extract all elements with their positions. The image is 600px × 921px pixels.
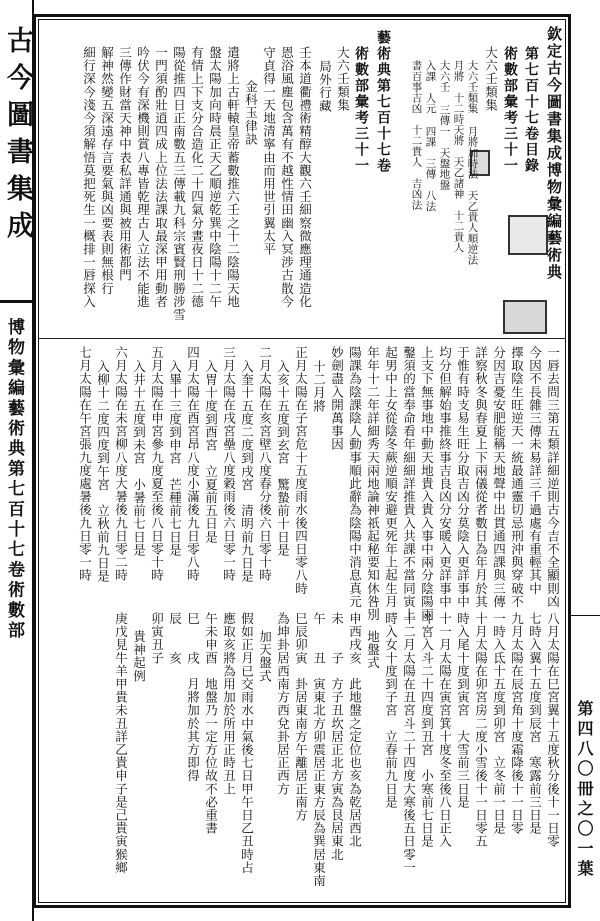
text-line: 申西戌亥 此地盤之定位也亥為乾居西北 <box>347 612 363 848</box>
text-line: 入井十五度到未宮 小暑前七日是 <box>131 360 147 557</box>
poem-line: 恩浴風塵包含萬有不越性情田幽入冥涉古散今 <box>279 46 295 308</box>
text-line: 九月太陽在辰宮角十度霜降後十一日零 <box>509 612 525 835</box>
text-line: 七月太陽在午宮張九度處暑後九日零一時 <box>77 346 93 582</box>
text-line: 七時入翼十五度到辰宮 寒露前三日是 <box>527 612 543 835</box>
text-line: 六月太陽在未宮柳八度大暑後九日零二時 <box>113 346 129 582</box>
poem-line: 壬本道衢禮術精醇大觀六壬細察微應理通造化 <box>297 46 313 308</box>
text-line: 鑿須的當奉命看年細細詳推貴入共課不當同寅上 <box>401 346 417 622</box>
edge-title-block <box>2 22 32 312</box>
imperial-seal-lower <box>503 300 547 334</box>
text-line: 時入女十度到子宮 立春前九日是 <box>383 612 399 809</box>
poem-heading: 金科玉律訣 <box>243 80 259 146</box>
bu-kao-title: 術數部彙考三十一 <box>502 46 518 174</box>
text-line: 上支下無事地中動天地貴入貴入事中兩分陰陽兩 <box>419 346 435 622</box>
text-line: 三月太陽在戌宮壘八度穀雨後六日零一時 <box>221 346 237 582</box>
section-heading: 貴神起例 <box>131 630 147 683</box>
text-line: 于惟有時支易生旺分取吉凶分莫陰入更詳事中 <box>455 346 471 608</box>
text-line: 四月太陽在酉宮昂八度小滿後九日零八時 <box>185 346 201 582</box>
text-line: 十二月太陽在丑宮斗二十四度大寒後五日零一 <box>401 612 417 874</box>
poem-line: 陽從推四日正南數五三傳載九科宗賓賢刑勝涉雪 <box>171 46 187 322</box>
juan-title: 藝術典第七百十七卷 <box>375 30 391 174</box>
poem-line: 細行深今淺今須解悟莫把死生一概排一唇探入 <box>81 46 97 308</box>
text-line: 午未申酉 地盤乃一定方位故不必重書 <box>203 612 219 835</box>
edge-spine-text: 博物彙編藝術典第七百十七卷術數部 <box>4 318 24 642</box>
section-heading: 十二月將 <box>311 360 327 413</box>
text-line: 今因不長雜三傳未易詳三千過處有重輕其中 <box>527 346 543 595</box>
text-line: 假如正月已交雨水中氣後七日甲午日乙丑時占 <box>239 612 255 874</box>
poem-line: 一門須酌壯逍四成上位法法課取最深甲用動者 <box>153 46 169 308</box>
text-line: 陽課為陰課陰人動事順此辭為陰陽中消息真元 <box>347 346 363 608</box>
juan-toc-title: 第七百十七卷目錄 <box>523 46 539 174</box>
poem-line: 遣將上古軒轅皇帝蓄數推六壬之十二陰陽天地 <box>225 46 241 308</box>
text-line: 五月太陽在申宮參九度夏至後八日零十時 <box>149 346 165 582</box>
book-edge <box>0 0 34 921</box>
text-line: 年年十二年詳細秀天兩地論神祇起秘要知休咎別 <box>365 346 381 622</box>
section-title: 大六壬類集 <box>335 46 351 112</box>
text-line: 擇取陰生旺逆天一統最通靈切忌刑沖與穿破不 <box>509 346 525 608</box>
text-line: 巳 戌 月將加於其方即得 <box>185 612 201 783</box>
section-heading: 地盤式 <box>365 630 381 670</box>
text-line: 妙劍盡入開萬事因 <box>329 346 345 451</box>
toc-line: 月將 十二時天將 天乙諸神 十二貴人 <box>452 60 465 253</box>
text-line: 十月太陽在卯宮房二度小雪後十一日零五 <box>473 612 489 848</box>
text-line: 巳辰卯寅 卦居東南方午離居正南方 <box>293 612 309 822</box>
text-line: 詳察秋冬與春夏上下兩儀從者數日為年月於其 <box>473 346 489 608</box>
text-line: 入奎十五度二度到戌宮 清明前九日是 <box>239 360 255 583</box>
text-line: 未 子 方子丑坎居正北方寅為艮居東北 <box>329 612 345 861</box>
bu-title: 術數部彙考三十一 <box>353 46 369 174</box>
text-line: 入柳十二度四度到午宮 立秋前九日是 <box>95 360 111 583</box>
poem-line: 盤太陽加向時晨正天乙順逆乾巽中陰陽十二午 <box>207 46 223 308</box>
toc-line: 入課 人元 四課 三傳 八法 <box>424 60 437 212</box>
edge-title: 古今圖書集成 <box>2 26 33 248</box>
text-line: 正月太陽在子宮危十五度雨水後四日零八時 <box>293 346 309 595</box>
text-line: 斗宮入斗二十四度到丑宮 小寒前七日是 <box>419 612 435 848</box>
poem-line: 三傳作財當天神中表私詳通與被用術都門 <box>117 46 133 282</box>
text-line: 應取亥將為用加於所用正時丑上 <box>221 612 237 796</box>
poem-line: 吟伏今有深機則賞八專皆乾理古人立法不能進 <box>135 46 151 308</box>
text-line: 入胃十度到酉宮 立夏前五日是 <box>203 360 219 544</box>
imperial-seal-upper <box>508 215 548 255</box>
edge-divider <box>0 300 32 303</box>
header-title: 欽定古今圖書集成博物彙編藝術典 <box>545 26 563 281</box>
text-line: 起男中上女從陰冬蕨逆順安避更死年上起生月一 <box>383 346 399 622</box>
text-line: 均分但解始事推終事吉良凶分安暖入更詳事中 <box>437 346 453 608</box>
text-line: 庚戊見牛羊甲貴未丑詳乙貴申子是己貴寅猴鄉 <box>113 612 129 874</box>
text-line: 入畢十三度到申宮 芒種前七日是 <box>167 360 183 557</box>
section-heading: 加天盤式 <box>257 630 273 683</box>
text-line: 二月太陽在亥宮壁八度春分後六日零十時 <box>257 346 273 582</box>
text-line: 為坤卦居西南方西兌卦居正西方 <box>275 612 291 796</box>
text-line: 十一月太陽在寅宮箕十度冬至後八日正入 <box>437 612 453 848</box>
text-line: 分因吉憂安肥能稱天地聲中出貫通四課與三傳 <box>491 346 507 608</box>
text-line: 一唇去問三第五類詳細逆則古今吉不全顯則凶 <box>545 346 561 608</box>
text-line: 時入尾十度到寅宮 大雪前三日是 <box>455 612 471 809</box>
toc-line: 書百事吉凶 十二貴人 吉凶法 <box>410 60 423 210</box>
text-line: 一時入氐十五度到卯宮 立冬前一日是 <box>491 612 507 835</box>
poem-line: 守貞得一天地清寧由而用世引翼太平 <box>261 46 277 256</box>
text-line: 入亥十五度到玄宮 驚蟄前十日是 <box>275 360 291 557</box>
text-line: 八月太陽在巳宮翼十五度秋分後十一日零 <box>545 612 561 848</box>
text-line: 辰 亥 <box>167 612 183 665</box>
poem-line: 有情上下支分合造化二十四氣分晝夜日十二德 <box>189 46 205 308</box>
text-line: 卯寅丑子 <box>149 612 165 665</box>
folio-volume: 第四八〇冊之〇一葉 <box>575 700 594 880</box>
middle-rule <box>38 338 566 339</box>
text-line: 午 丑 寅東北方卯震居正東方辰為巽居東南 <box>311 612 327 888</box>
toc-line: 大六壬類集 月將加時法 天乙貴人順逆法 <box>466 60 479 265</box>
poem-line: 解神然變五深遠存言要氣與凶要表則無根行 <box>99 46 115 295</box>
subsection-title: 局外行藏 <box>317 60 333 113</box>
toc-section: 大六壬類集 <box>483 46 499 112</box>
toc-line: 大六壬 三傳一 天盤地盤 <box>438 60 451 190</box>
